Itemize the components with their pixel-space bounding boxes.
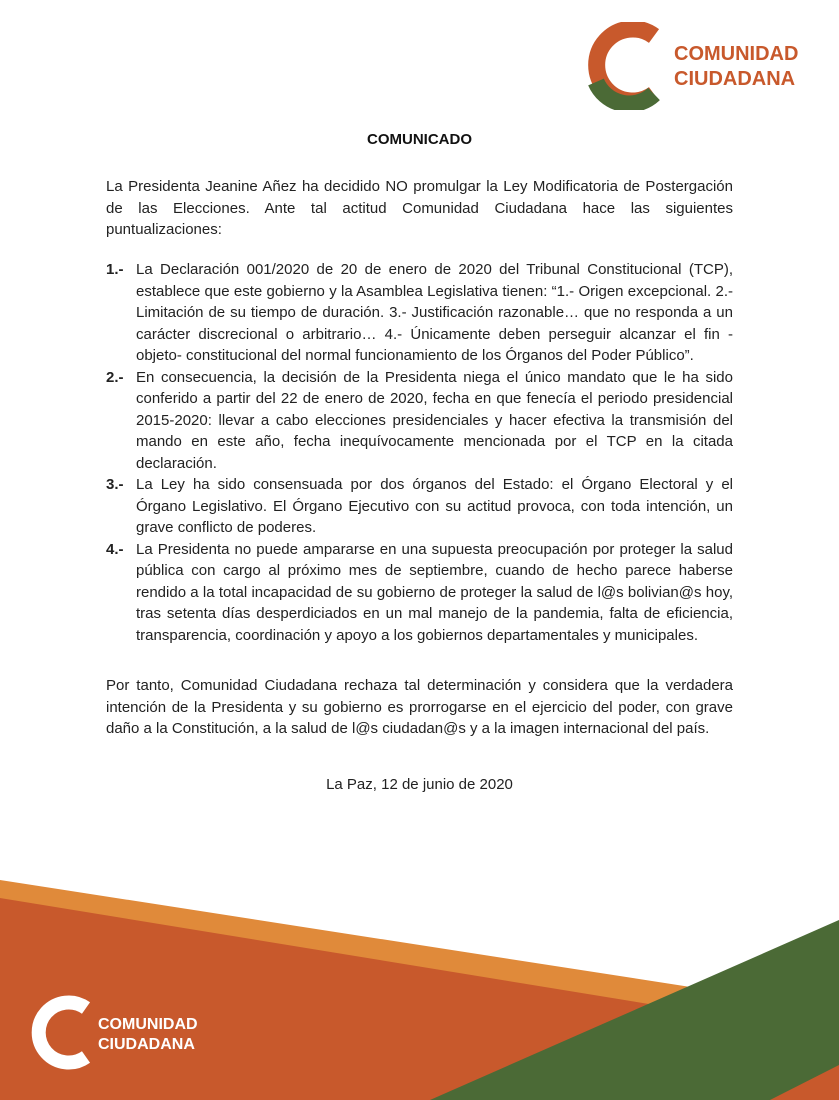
brand-line2: CIUDADANA [674,68,796,90]
document-title: COMUNICADO [367,131,472,148]
intro-paragraph: La Presidenta Jeanine Añez ha decidido NO promulgar la Ley Modificatoria de Postergación de las Elecciones. Ante tal actitud Comunidad Ciudadana hace las siguientes puntualizaciones: [106,178,733,238]
logo-footer [30,995,250,1070]
points-list [106,259,733,646]
logo-header [588,22,818,110]
place-date: La Paz, 12 de junio de 2020 [326,776,513,793]
brand-line1: COMUNIDAD [674,43,799,65]
list-item [106,539,733,647]
list-item [106,474,733,539]
closing-paragraph: Por tanto, Comunidad Ciudadana rechaza tal determinación y considera que la verdadera intención de la Presidenta y su gobierno es prorrogarse en el ejercicio del poder, con grave daño a la Constitución, a la salud de l@s ciudadan@s y a la imagen internacional del país. [106,677,733,737]
list-item-number: 4.- [106,540,124,558]
brand-line2: CIUDADANA [98,1036,195,1053]
brand-line1: COMUNIDAD [98,1016,198,1033]
list-item-text: La Declaración 001/2020 de 20 de enero de 2020 del Tribunal Constitucional (TCP), establece que este gobierno y la Asamblea Legislativa tienen: “1.- Origen excepcional. 2.- Limitación de su tiempo de duración. 3.- Justificación razonable… que no responda a un carácter discrecional o arbitrario… 4.- Únicamente deben perseguir alcanzar el fin -objeto- constitucional del normal funcionamiento de los Órganos del Poder Público”. [136,261,733,364]
list-item [106,367,733,475]
list-item-number: 1.- [106,261,124,278]
list-item-number: 3.- [106,476,124,493]
brand-c-logo-icon [588,22,668,110]
list-item-text: La Presidenta no puede ampararse en una supuesta preocupación por proteger la salud pública con cargo al próximo mes de septiembre, cuando de hecho parece haberse rendido a la total incapacidad de su gobierno de proteger la salud de l@s bolivian@s hoy, tras setenta días desperdiciados en un mal manejo de la pandemia, falta de eficiencia, transparencia, coordinación y apoyo a los gobiernos departamentales y municipales. [136,540,733,644]
list-item [106,259,733,367]
brand-c-logo-icon [30,995,100,1070]
list-item-text: La Ley ha sido consensuada por dos órganos del Estado: el Órgano Electoral y el Órgano Legislativo. El Órgano Ejecutivo con su actitud provoca, con toda intención, un grave conflicto de poderes. [136,476,733,536]
list-item-number: 2.- [106,368,124,386]
brand-name [674,42,798,92]
list-item-text: En consecuencia, la decisión de la Presidenta niega el único mandato que le ha sido conferido a partir del 22 de enero de 2020, fecha en que fenecía el periodo presidencial 2015-2020: llevar a cabo elecciones presidenciales y hacer efectiva la transmisión del mando en este año, fecha inequívocamente mencionada por el TCP en la citada declaración. [136,368,733,472]
brand-name [98,1015,198,1055]
